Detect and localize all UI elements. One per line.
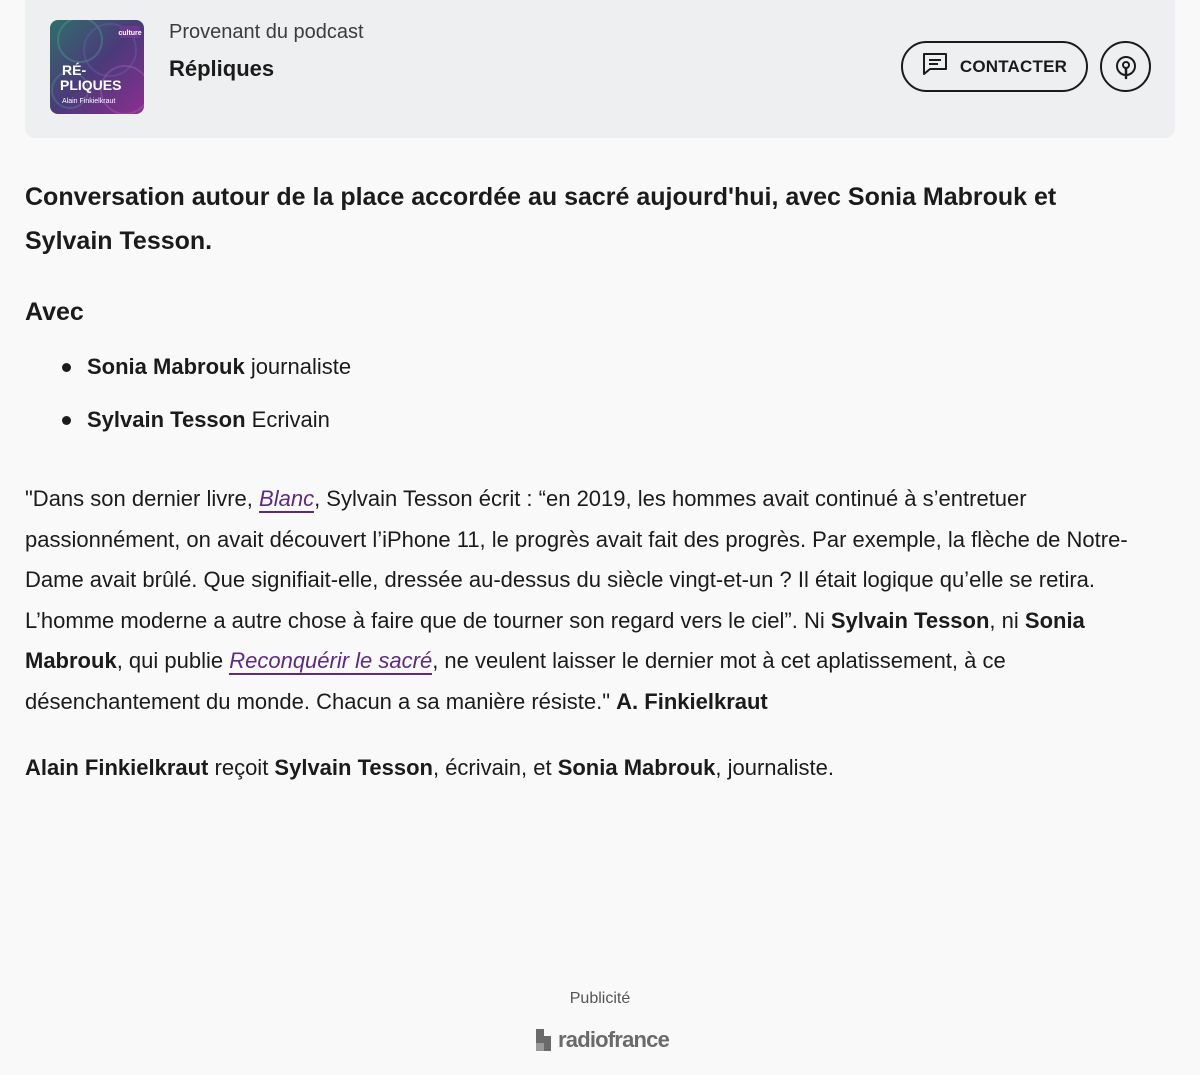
guests-list bbox=[0, 350, 351, 456]
radiofrance-logo-icon bbox=[532, 1027, 554, 1053]
cover-art bbox=[50, 20, 144, 114]
closing-text-3: , journaliste. bbox=[715, 755, 834, 780]
closing-bold-1: Alain Finkielkraut bbox=[25, 755, 209, 780]
guests-heading: Avec bbox=[25, 298, 84, 326]
body-text-4: , qui publie bbox=[116, 648, 230, 674]
podcast-origin-label: Provenant du podcast bbox=[169, 21, 364, 43]
cover-brand: culture bbox=[118, 30, 142, 37]
bullet-icon bbox=[62, 416, 71, 425]
guest-role: Ecrivain bbox=[251, 407, 330, 432]
episode-description bbox=[25, 479, 1170, 723]
bullet-icon bbox=[62, 363, 71, 372]
body-bold-1: Sylvain Tesson bbox=[830, 607, 990, 633]
podcast-cover-image[interactable] bbox=[50, 20, 144, 114]
closing-text-2: , écrivain, et bbox=[432, 755, 558, 780]
closing-bold-2: Sylvain Tesson bbox=[274, 755, 433, 780]
body-signature: A. Finkielkraut bbox=[616, 688, 768, 714]
cover-title-1: RÉ- bbox=[62, 62, 87, 78]
guest-item bbox=[0, 403, 351, 456]
closing-bold-3: Sonia Mabrouk bbox=[557, 755, 716, 780]
guest-item bbox=[0, 350, 351, 403]
message-icon bbox=[922, 52, 948, 81]
body-text-5: , ne veulent laisser le dernier mot à cet aplatissement, à ce désenchantement du monde. Chacun a sa manière résiste." bbox=[25, 648, 1006, 714]
podcast-name-link[interactable]: Répliques bbox=[169, 56, 275, 81]
podcast-subscribe-button[interactable] bbox=[1100, 41, 1151, 92]
body-bold-2: Sonia Mabrouk bbox=[25, 607, 1085, 674]
cover-title-2: PLIQUES bbox=[60, 77, 122, 93]
radiofrance-logo[interactable] bbox=[532, 1024, 669, 1056]
guest-role: journaliste bbox=[250, 354, 352, 379]
cover-author: Alain Finkielkraut bbox=[62, 98, 116, 105]
body-text-2: , Sylvain Tesson écrit : “en 2019, les hommes avait continué à s’entretuer passionnément, on avait découvert l’iPhone 11, le progrès avait fait des progrès. Par exemple, la flèche de Notre-Dame avait brûlé. Que signifiait-elle, dressée au-dessus du siècle vingt-et-un ? Il était logique qu’elle se retira. L’homme moderne a autre chose à faire que de tourner son regard vers le ciel”. Ni bbox=[25, 486, 1128, 633]
body-text-1: "Dans son dernier livre, bbox=[25, 486, 260, 511]
book-link-reconquerir[interactable]: Reconquérir le sacré bbox=[229, 648, 433, 674]
contact-button[interactable] bbox=[901, 41, 1088, 92]
podcast-card bbox=[25, 0, 1175, 138]
podcast-icon bbox=[1113, 54, 1139, 80]
contact-button-label: CONTACTER bbox=[959, 56, 1068, 76]
body-text-3: , ni bbox=[989, 607, 1025, 633]
radiofrance-wordmark: radiofrance bbox=[558, 1027, 670, 1052]
message-icon-svg bbox=[922, 52, 948, 76]
closing-paragraph bbox=[25, 750, 834, 786]
ad-label: Publicité bbox=[569, 990, 631, 1007]
guest-name[interactable]: Sylvain Tesson bbox=[87, 407, 246, 432]
guest-name[interactable]: Sonia Mabrouk bbox=[87, 354, 245, 379]
book-link-blanc[interactable]: Blanc bbox=[259, 486, 315, 511]
closing-text-1: reçoit bbox=[208, 755, 275, 780]
episode-lead: Conversation autour de la place accordée au sacré aujourd'hui, avec Sonia Mabrouk et Sylvain Tesson. bbox=[25, 183, 1057, 255]
